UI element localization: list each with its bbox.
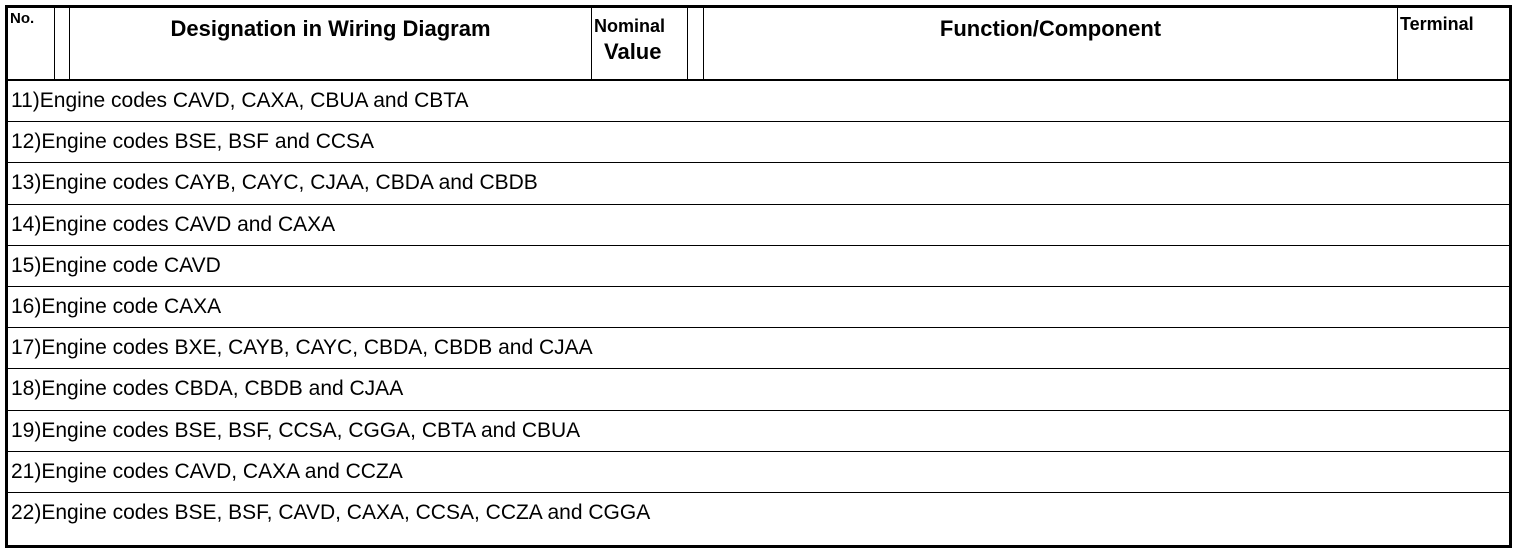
- footnote-text: Engine codes BXE, CAYB, CAYC, CBDA, CBDB and CJAA: [41, 336, 593, 360]
- table-header: [8, 8, 1509, 81]
- footnote-text: Engine codes BSE, BSF and CCSA: [41, 130, 375, 154]
- footnote-row: [8, 246, 1509, 287]
- footnote-row: [8, 122, 1509, 163]
- footnote-number: 12): [11, 130, 42, 154]
- footnote-text: Engine codes CAVD, CAXA and CCZA: [41, 459, 403, 483]
- header-spacer: [55, 8, 70, 79]
- footnote-row: [8, 163, 1509, 204]
- footnote-text: Engine codes CAVD and CAXA: [41, 212, 336, 236]
- footnote-row: [8, 493, 1509, 534]
- header-no: No.: [8, 8, 55, 79]
- footnote-number: 11): [11, 89, 40, 112]
- footnote-text: Engine codes BSE, BSF, CAVD, CAXA, CCSA, CCZA and CGGA: [41, 500, 651, 524]
- footnote-text: Engine codes CAYB, CAYC, CJAA, CBDA and CBDB: [41, 171, 538, 195]
- header-spacer: [688, 8, 704, 79]
- footnote-text: Engine codes CBDA, CBDB and CJAA: [41, 377, 404, 401]
- footnote-text: Engine codes BSE, BSF, CCSA, CGGA, CBTA and CBUA: [41, 418, 581, 442]
- footnote-number: 18): [11, 377, 42, 401]
- header-nominal-value: [592, 8, 688, 79]
- footnote-text: Engine code CAXA: [41, 294, 222, 318]
- footnote-number: 22): [11, 500, 42, 524]
- footnote-row: [8, 81, 1509, 122]
- footnote-number: 21): [11, 459, 42, 483]
- wiring-legend-table: [5, 5, 1512, 548]
- header-nominal-line2: Value: [604, 39, 662, 64]
- footnote-number: 14): [11, 212, 42, 236]
- footnote-number: 17): [11, 336, 42, 360]
- footnote-number: 13): [11, 171, 42, 195]
- footnote-row: [8, 328, 1509, 369]
- footnote-row: [8, 452, 1509, 493]
- footnote-row: [8, 287, 1509, 328]
- footnote-rows: [8, 81, 1509, 534]
- footnote-row: [8, 205, 1509, 246]
- header-terminal: Terminal: [1400, 14, 1474, 34]
- footnote-row: [8, 411, 1509, 452]
- header-designation: Designation in Wiring Diagram: [70, 8, 592, 79]
- footnote-text: Engine code CAVD: [41, 253, 221, 277]
- footnote-number: 16): [11, 294, 42, 318]
- header-function-component: Function/Component: [704, 8, 1398, 79]
- header-nominal-line1: Nominal: [594, 16, 666, 36]
- footnote-number: 19): [11, 418, 42, 442]
- footnote-number: 15): [11, 253, 42, 277]
- footnote-text: Engine codes CAVD, CAXA, CBUA and CBTA: [39, 89, 469, 112]
- footnote-row: [8, 369, 1509, 410]
